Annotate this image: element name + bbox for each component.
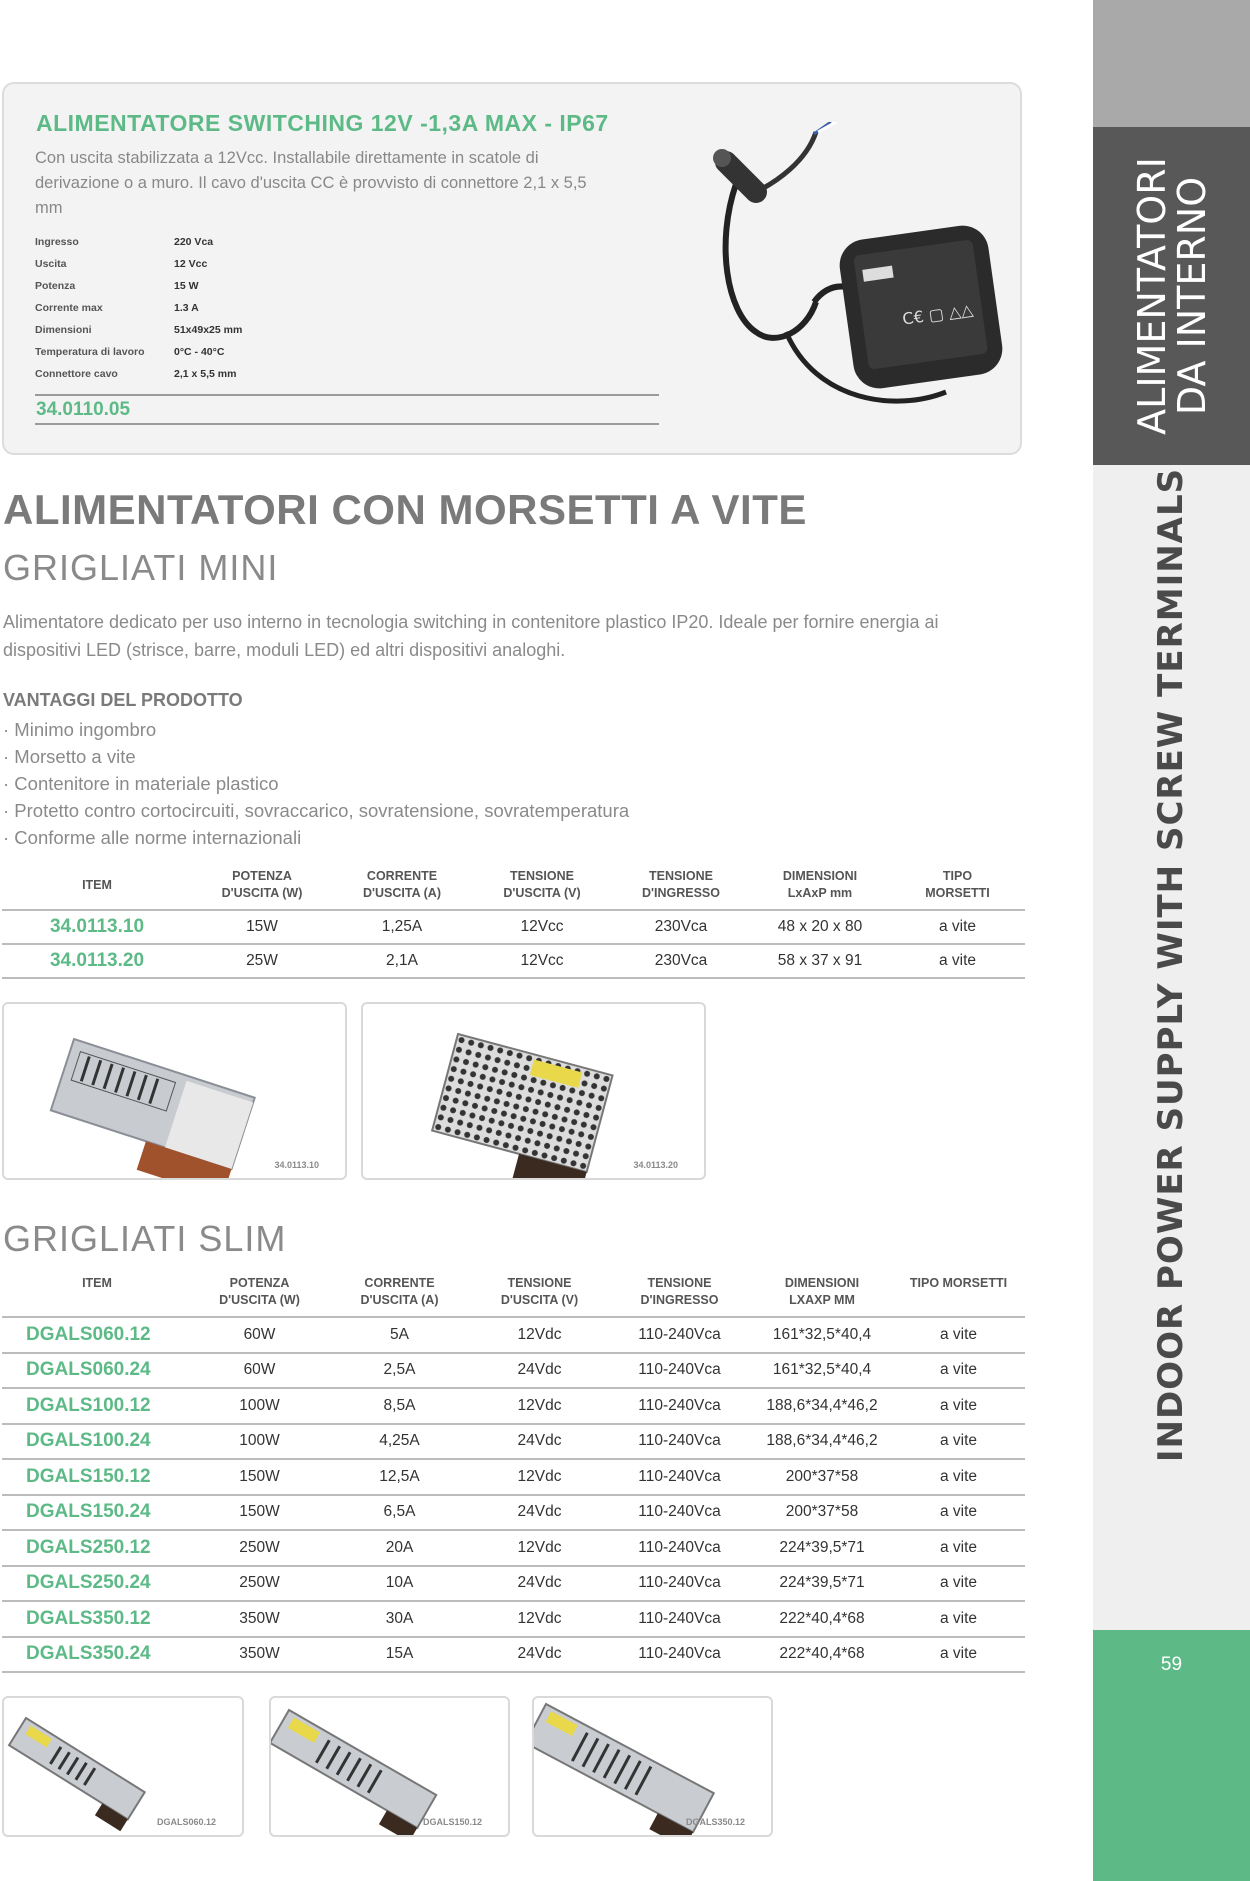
table-cell: 24Vdc: [472, 1353, 607, 1389]
svg-text:C€ ▢ △△: C€ ▢ △△: [901, 299, 975, 329]
table-header-row: [2, 1275, 1025, 1317]
column-header: DIMENSIONI LXAXP MM: [752, 1275, 892, 1317]
table-cell: 15W: [192, 910, 332, 944]
spec-value: 2,1 x 5,5 mm: [174, 368, 237, 380]
table-cell: 24Vdc: [472, 1424, 607, 1460]
section-title: ALIMENTATORI CON MORSETTI A VITE: [3, 486, 807, 533]
item-code: DGALS100.12: [2, 1388, 192, 1424]
image-caption: DGALS150.12: [422, 1817, 482, 1827]
table-cell: 5A: [327, 1317, 472, 1353]
table-cell: 12,5A: [327, 1459, 472, 1495]
table-cell: 12Vdc: [472, 1459, 607, 1495]
power-supply-image: [4, 1004, 347, 1180]
spec-label: Connettore cavo: [35, 368, 118, 380]
table-cell: 48 x 20 x 80: [750, 910, 890, 944]
item-code: DGALS250.12: [2, 1530, 192, 1566]
product-image-tile: [361, 1002, 706, 1180]
item-code: DGALS060.12: [2, 1317, 192, 1353]
table-slim: [2, 1275, 1025, 1673]
table-cell: a vite: [892, 1637, 1025, 1673]
table-cell: 110-240Vca: [607, 1566, 752, 1602]
table-cell: a vite: [892, 1495, 1025, 1531]
table-cell: 100W: [192, 1388, 327, 1424]
table-cell: 350W: [192, 1637, 327, 1673]
table-row: [2, 944, 1025, 978]
product-specs: [35, 231, 295, 385]
table-cell: 8,5A: [327, 1388, 472, 1424]
table-cell: 161*32,5*40,4: [752, 1317, 892, 1353]
spec-row: [35, 341, 295, 363]
spec-label: Uscita: [35, 258, 67, 270]
spec-value: 15 W: [174, 280, 199, 292]
table-cell: a vite: [892, 1424, 1025, 1460]
table-row: [2, 1566, 1025, 1602]
column-header: ITEM: [2, 865, 192, 910]
table-cell: 100W: [192, 1424, 327, 1460]
side-category-line1: ALIMENTATORI: [1129, 157, 1174, 435]
spec-value: 220 Vca: [174, 236, 214, 248]
image-caption: DGALS350.12: [685, 1817, 745, 1827]
product-code: 34.0110.05: [36, 399, 131, 420]
table-cell: 12Vcc: [472, 944, 612, 978]
table-cell: 200*37*58: [752, 1459, 892, 1495]
table-cell: 110-240Vca: [607, 1601, 752, 1637]
list-item: · Morsetto a vite: [3, 746, 136, 767]
item-code: 34.0113.10: [2, 910, 192, 944]
table-row: [2, 1353, 1025, 1389]
image-caption: 34.0113.10: [274, 1160, 319, 1170]
product-description: Con uscita stabilizzata a 12Vcc. Installabile direttamente in scatole di derivazione o a muro. Il cavo d'uscita CC è provvisto di connettore 2,1 x 5,5 mm: [35, 149, 587, 217]
table-cell: 25W: [192, 944, 332, 978]
spec-row: [35, 297, 295, 319]
image-caption: DGALS060.12: [156, 1817, 216, 1827]
spec-value: 12 Vcc: [174, 258, 208, 270]
list-item: · Protetto contro cortocircuiti, sovraccarico, sovratensione, sovratemperatura: [3, 800, 630, 821]
item-code: 34.0113.20: [2, 944, 192, 978]
table-cell: 30A: [327, 1601, 472, 1637]
table-cell: 110-240Vca: [607, 1388, 752, 1424]
column-header: CORRENTE D'USCITA (A): [327, 1275, 472, 1317]
table-cell: 110-240Vca: [607, 1353, 752, 1389]
divider: [35, 423, 659, 425]
table-cell: a vite: [892, 1566, 1025, 1602]
table-cell: 24Vdc: [472, 1495, 607, 1531]
table-cell: 10A: [327, 1566, 472, 1602]
table-cell: 161*32,5*40,4: [752, 1353, 892, 1389]
page-number: 59: [1160, 1654, 1183, 1675]
column-header: TENSIONE D'USCITA (V): [472, 865, 612, 910]
spec-row: [35, 319, 295, 341]
product-image-tile: [2, 1696, 244, 1837]
table-cell: 230Vca: [612, 910, 750, 944]
table-header-row: [2, 865, 1025, 910]
power-supply-image: [363, 1004, 706, 1180]
advantages-title: VANTAGGI DEL PRODOTTO: [3, 690, 243, 710]
table-row: [2, 1459, 1025, 1495]
table-cell: a vite: [892, 1388, 1025, 1424]
table-cell: 12Vdc: [472, 1601, 607, 1637]
table-cell: 230Vca: [612, 944, 750, 978]
product-image-tile: [532, 1696, 773, 1837]
table-cell: 222*40,4*68: [752, 1601, 892, 1637]
advantages-list: [3, 716, 629, 851]
product-title: ALIMENTATORE SWITCHING 12V -1,3A MAX - IP67: [36, 110, 609, 136]
side-band: [1093, 0, 1250, 1881]
side-section-title: INDOOR POWER SUPPLY WITH SCREW TERMINALS: [1151, 467, 1191, 1463]
spec-value: 1.3 A: [174, 302, 199, 314]
product-image-tile: [2, 1002, 347, 1180]
table-cell: 12Vcc: [472, 910, 612, 944]
list-item: · Minimo ingombro: [3, 719, 157, 740]
column-header: POTENZA D'USCITA (W): [192, 865, 332, 910]
table-cell: 6,5A: [327, 1495, 472, 1531]
table-cell: 110-240Vca: [607, 1637, 752, 1673]
spec-row: [35, 253, 295, 275]
table-cell: a vite: [892, 1530, 1025, 1566]
table-cell: 110-240Vca: [607, 1495, 752, 1531]
table-cell: 4,25A: [327, 1424, 472, 1460]
list-item: · Conforme alle norme internazionali: [3, 827, 302, 848]
item-code: DGALS100.24: [2, 1424, 192, 1460]
spec-label: Temperatura di lavoro: [35, 346, 145, 358]
table-cell: 1,25A: [332, 910, 472, 944]
column-header: CORRENTE D'USCITA (A): [332, 865, 472, 910]
divider: [35, 394, 659, 396]
table-cell: a vite: [890, 910, 1025, 944]
spec-label: Dimensioni: [35, 324, 92, 336]
table-row: [2, 1637, 1025, 1673]
table-cell: 24Vdc: [472, 1566, 607, 1602]
product-image-tile: [269, 1696, 510, 1837]
side-page-block: [1093, 1630, 1250, 1881]
table-row: [2, 1495, 1025, 1531]
spec-label: Ingresso: [35, 236, 79, 248]
item-code: DGALS150.24: [2, 1495, 192, 1531]
side-category-block: [1093, 127, 1250, 465]
item-code: DGALS350.24: [2, 1637, 192, 1673]
section-description: Alimentatore dedicato per uso interno in tecnologia switching in contenitore plastico IP20. Ideale per fornire energia ai dispositivi LED (strisce, barre, moduli LED) ed altri dispositivi analoghi.: [3, 612, 939, 660]
spec-value: 0°C - 40°C: [174, 346, 225, 358]
table-cell: 60W: [192, 1353, 327, 1389]
table-cell: a vite: [892, 1601, 1025, 1637]
table-row: [2, 1317, 1025, 1353]
table-cell: 188,6*34,4*46,2: [752, 1424, 892, 1460]
side-section-title-area: [1093, 465, 1250, 1465]
table-cell: 110-240Vca: [607, 1459, 752, 1495]
item-code: DGALS350.12: [2, 1601, 192, 1637]
spec-row: [35, 231, 295, 253]
column-header: ITEM: [2, 1275, 192, 1317]
power-adapter-image: [696, 122, 1016, 422]
table-cell: 150W: [192, 1495, 327, 1531]
table-cell: 2,1A: [332, 944, 472, 978]
table-cell: 15A: [327, 1637, 472, 1673]
item-code: DGALS060.24: [2, 1353, 192, 1389]
table-cell: 20A: [327, 1530, 472, 1566]
table-cell: 250W: [192, 1566, 327, 1602]
column-header: DIMENSIONI LxAxP mm: [750, 865, 890, 910]
image-caption: 34.0113.20: [633, 1160, 678, 1170]
item-code: DGALS250.24: [2, 1566, 192, 1602]
spec-label: Corrente max: [35, 302, 103, 314]
table-cell: 12Vdc: [472, 1388, 607, 1424]
spec-value: 51x49x25 mm: [174, 324, 243, 336]
table-row: [2, 1388, 1025, 1424]
table-cell: a vite: [890, 944, 1025, 978]
product-card: [2, 82, 1022, 455]
table-row: [2, 910, 1025, 944]
spec-label: Potenza: [35, 280, 76, 292]
table-cell: 222*40,4*68: [752, 1637, 892, 1673]
table-cell: 200*37*58: [752, 1495, 892, 1531]
table-mini: [2, 865, 1025, 979]
table-cell: 12Vdc: [472, 1317, 607, 1353]
table-cell: 188,6*34,4*46,2: [752, 1388, 892, 1424]
table-cell: 58 x 37 x 91: [750, 944, 890, 978]
table-cell: 250W: [192, 1530, 327, 1566]
table-cell: 60W: [192, 1317, 327, 1353]
column-header: TENSIONE D'INGRESSO: [607, 1275, 752, 1317]
table-cell: 24Vdc: [472, 1637, 607, 1673]
table-row: [2, 1601, 1025, 1637]
table-cell: 224*39,5*71: [752, 1530, 892, 1566]
table-cell: 350W: [192, 1601, 327, 1637]
table-row: [2, 1530, 1025, 1566]
side-category-label: [1129, 157, 1214, 435]
table-cell: 2,5A: [327, 1353, 472, 1389]
side-band-top: [1093, 0, 1250, 127]
column-header: TIPO MORSETTI: [892, 1275, 1025, 1317]
section-subtitle-slim: GRIGLIATI SLIM: [3, 1218, 287, 1259]
column-header: POTENZA D'USCITA (W): [192, 1275, 327, 1317]
item-code: DGALS150.12: [2, 1459, 192, 1495]
table-cell: 110-240Vca: [607, 1317, 752, 1353]
table-cell: 150W: [192, 1459, 327, 1495]
section-subtitle-mini: GRIGLIATI MINI: [3, 547, 279, 588]
list-item: · Contenitore in materiale plastico: [3, 773, 279, 794]
table-cell: a vite: [892, 1353, 1025, 1389]
table-cell: a vite: [892, 1317, 1025, 1353]
table-cell: a vite: [892, 1459, 1025, 1495]
table-cell: 12Vdc: [472, 1530, 607, 1566]
table-cell: 110-240Vca: [607, 1530, 752, 1566]
table-cell: 224*39,5*71: [752, 1566, 892, 1602]
table-cell: 110-240Vca: [607, 1424, 752, 1460]
spec-row: [35, 275, 295, 297]
spec-row: [35, 363, 295, 385]
side-category-line2: DA INTERNO: [1169, 176, 1214, 416]
column-header: TIPO MORSETTI: [890, 865, 1025, 910]
column-header: TENSIONE D'INGRESSO: [612, 865, 750, 910]
column-header: TENSIONE D'USCITA (V): [472, 1275, 607, 1317]
table-row: [2, 1424, 1025, 1460]
